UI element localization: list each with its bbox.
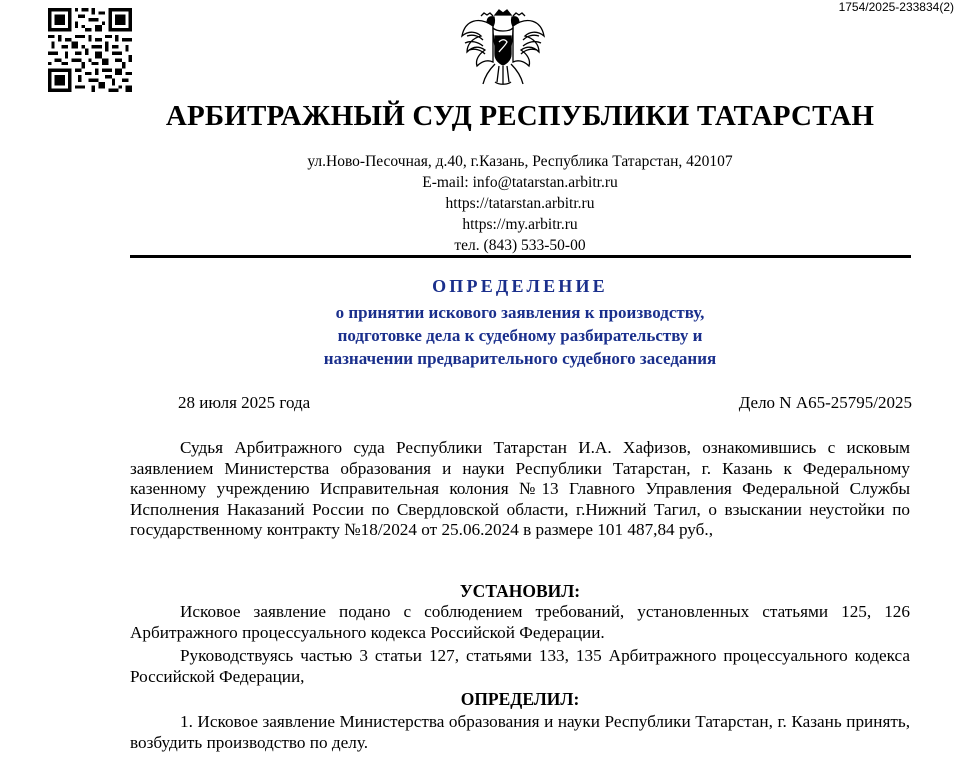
section-heading-established: УСТАНОВИЛ: — [459, 581, 581, 601]
title-line-3: назначении предварительного судебного заседания — [323, 349, 717, 368]
court-name: АРБИТРАЖНЫЙ СУД РЕСПУБЛИКИ ТАТАРСТАН — [165, 100, 875, 132]
paragraph-decision-1: 1. Исковое заявление Министерства образования и науки Республики Татарстан, г. Казань принять, возбудить производство по делу. — [130, 712, 910, 752]
court-website-2: https://my.arbitr.ru — [462, 216, 578, 233]
qr-code-icon — [48, 8, 132, 92]
court-address: ул.Ново-Песочная, д.40, г.Казань, Республика Татарстан, 420107 — [307, 153, 733, 170]
court-email: E-mail: info@tatarstan.arbitr.ru — [422, 174, 618, 191]
title-line-2: подготовке дела к судебному разбирательству и — [337, 326, 703, 345]
intro-paragraph: Судья Арбитражного суда Республики Татарстан И.А. Хафизов, ознакомившись с исковым заявлением Министерства образования и науки Республики Татарстан, г. Казань к Федеральному казенному учреждению Исправительная колония №13 Главного Управления Федеральной Службы Исполнения Наказаний России по Свердловской области, г.Нижний Тагил, о взыскании неустойки по государственному контракту №18/2024 от 25.06.2024 в размере 101 487,84 руб., — [130, 438, 910, 539]
court-phone: тел. (843) 533-50-00 — [454, 237, 586, 254]
paragraph-guided-by: Руководствуясь частью 3 статьи 127, статьями 133, 135 Арбитражного процессуального кодекса Российской Федерации, — [130, 646, 910, 686]
paragraph-established: Исковое заявление подано с соблюдением требований, установленных статьями 125, 126 Арбитражного процессуального кодекса Российской Федерации. — [130, 602, 910, 642]
title-line-1: о принятии искового заявления к производству, — [335, 303, 705, 322]
section-heading-decided: ОПРЕДЕЛИЛ: — [460, 689, 580, 709]
coat-of-arms-icon — [459, 6, 547, 90]
document-number: 1754/2025-233834(2) — [838, 0, 954, 14]
case-number: Дело N А65-25795/2025 — [738, 393, 912, 412]
document-title: ОПРЕДЕЛЕНИЕ — [432, 276, 608, 296]
document-date: 28 июля 2025 года — [178, 393, 311, 412]
court-website: https://tatarstan.arbitr.ru — [445, 195, 595, 212]
header-divider — [130, 255, 911, 258]
